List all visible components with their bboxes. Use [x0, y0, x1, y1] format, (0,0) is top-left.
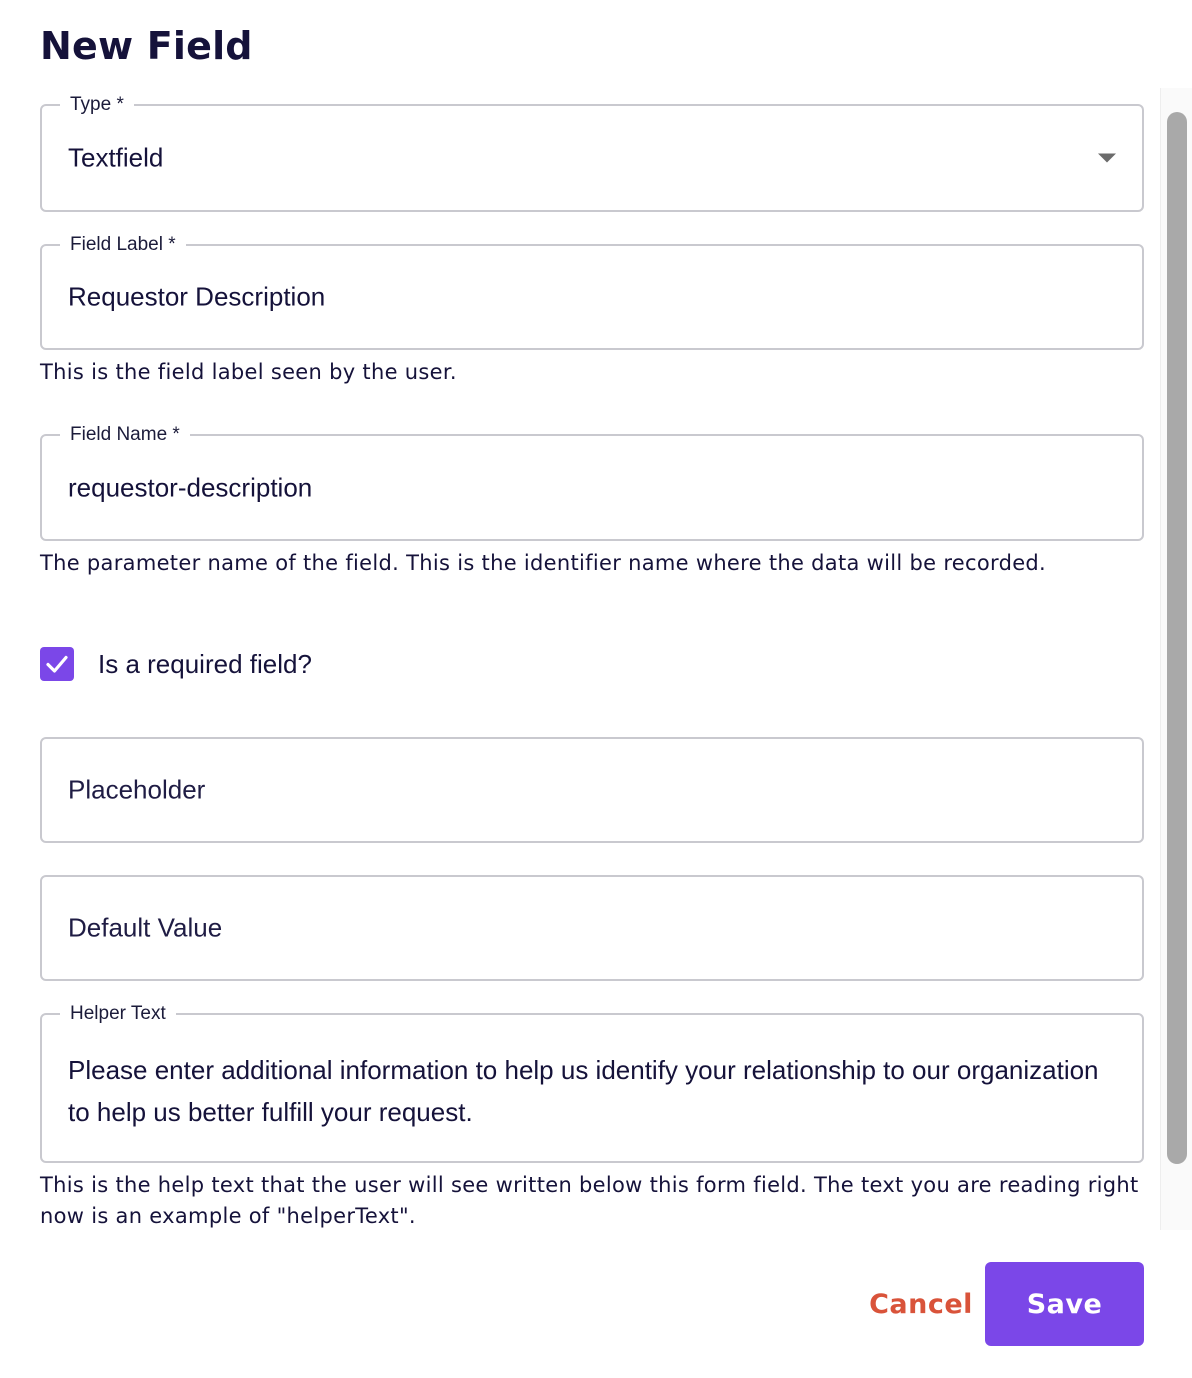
field-name-label: Field Name *	[60, 423, 190, 447]
helper-text-helper: This is the help text that the user will see written below this form field. The text you are reading right now is an example of "helperText".	[40, 1173, 1139, 1228]
save-button[interactable]: Save	[985, 1262, 1144, 1346]
dropdown-arrow-icon[interactable]	[1098, 154, 1116, 163]
checkmark-icon	[45, 652, 69, 676]
helper-text-value: Please enter additional information to help us identify your relationship to our organization to help us better fulfill your request.	[68, 1055, 1099, 1127]
scrollbar-track[interactable]	[1160, 88, 1192, 1230]
required-checkbox-label: Is a required field?	[98, 648, 312, 679]
field-name-value: requestor-description	[68, 472, 313, 502]
required-checkbox-row[interactable]	[40, 646, 312, 682]
field-label-input[interactable]	[40, 234, 1144, 350]
helper-text-label: Helper Text	[60, 1002, 176, 1026]
cancel-button[interactable]: Cancel	[862, 1284, 980, 1324]
type-select[interactable]	[40, 94, 1144, 212]
scrollbar-thumb[interactable]	[1167, 112, 1187, 1164]
field-label-helper: This is the field label seen by the user.	[40, 360, 457, 384]
placeholder-input-placeholder: Placeholder	[68, 774, 206, 805]
placeholder-input[interactable]	[40, 737, 1144, 843]
type-label: Type *	[60, 93, 134, 117]
default-value-input[interactable]	[40, 875, 1144, 981]
field-name-helper: The parameter name of the field. This is the identifier name where the data will be recorded.	[40, 551, 1047, 575]
required-checkbox[interactable]	[40, 647, 74, 681]
field-name-input[interactable]	[40, 424, 1144, 541]
type-value: Textfield	[68, 142, 164, 173]
default-value-placeholder: Default Value	[68, 912, 223, 943]
field-label-label: Field Label *	[60, 233, 186, 257]
helper-text-textarea[interactable]	[40, 1003, 1144, 1163]
field-label-value: Requestor Description	[68, 281, 326, 312]
dialog-title: New Field	[40, 24, 253, 68]
